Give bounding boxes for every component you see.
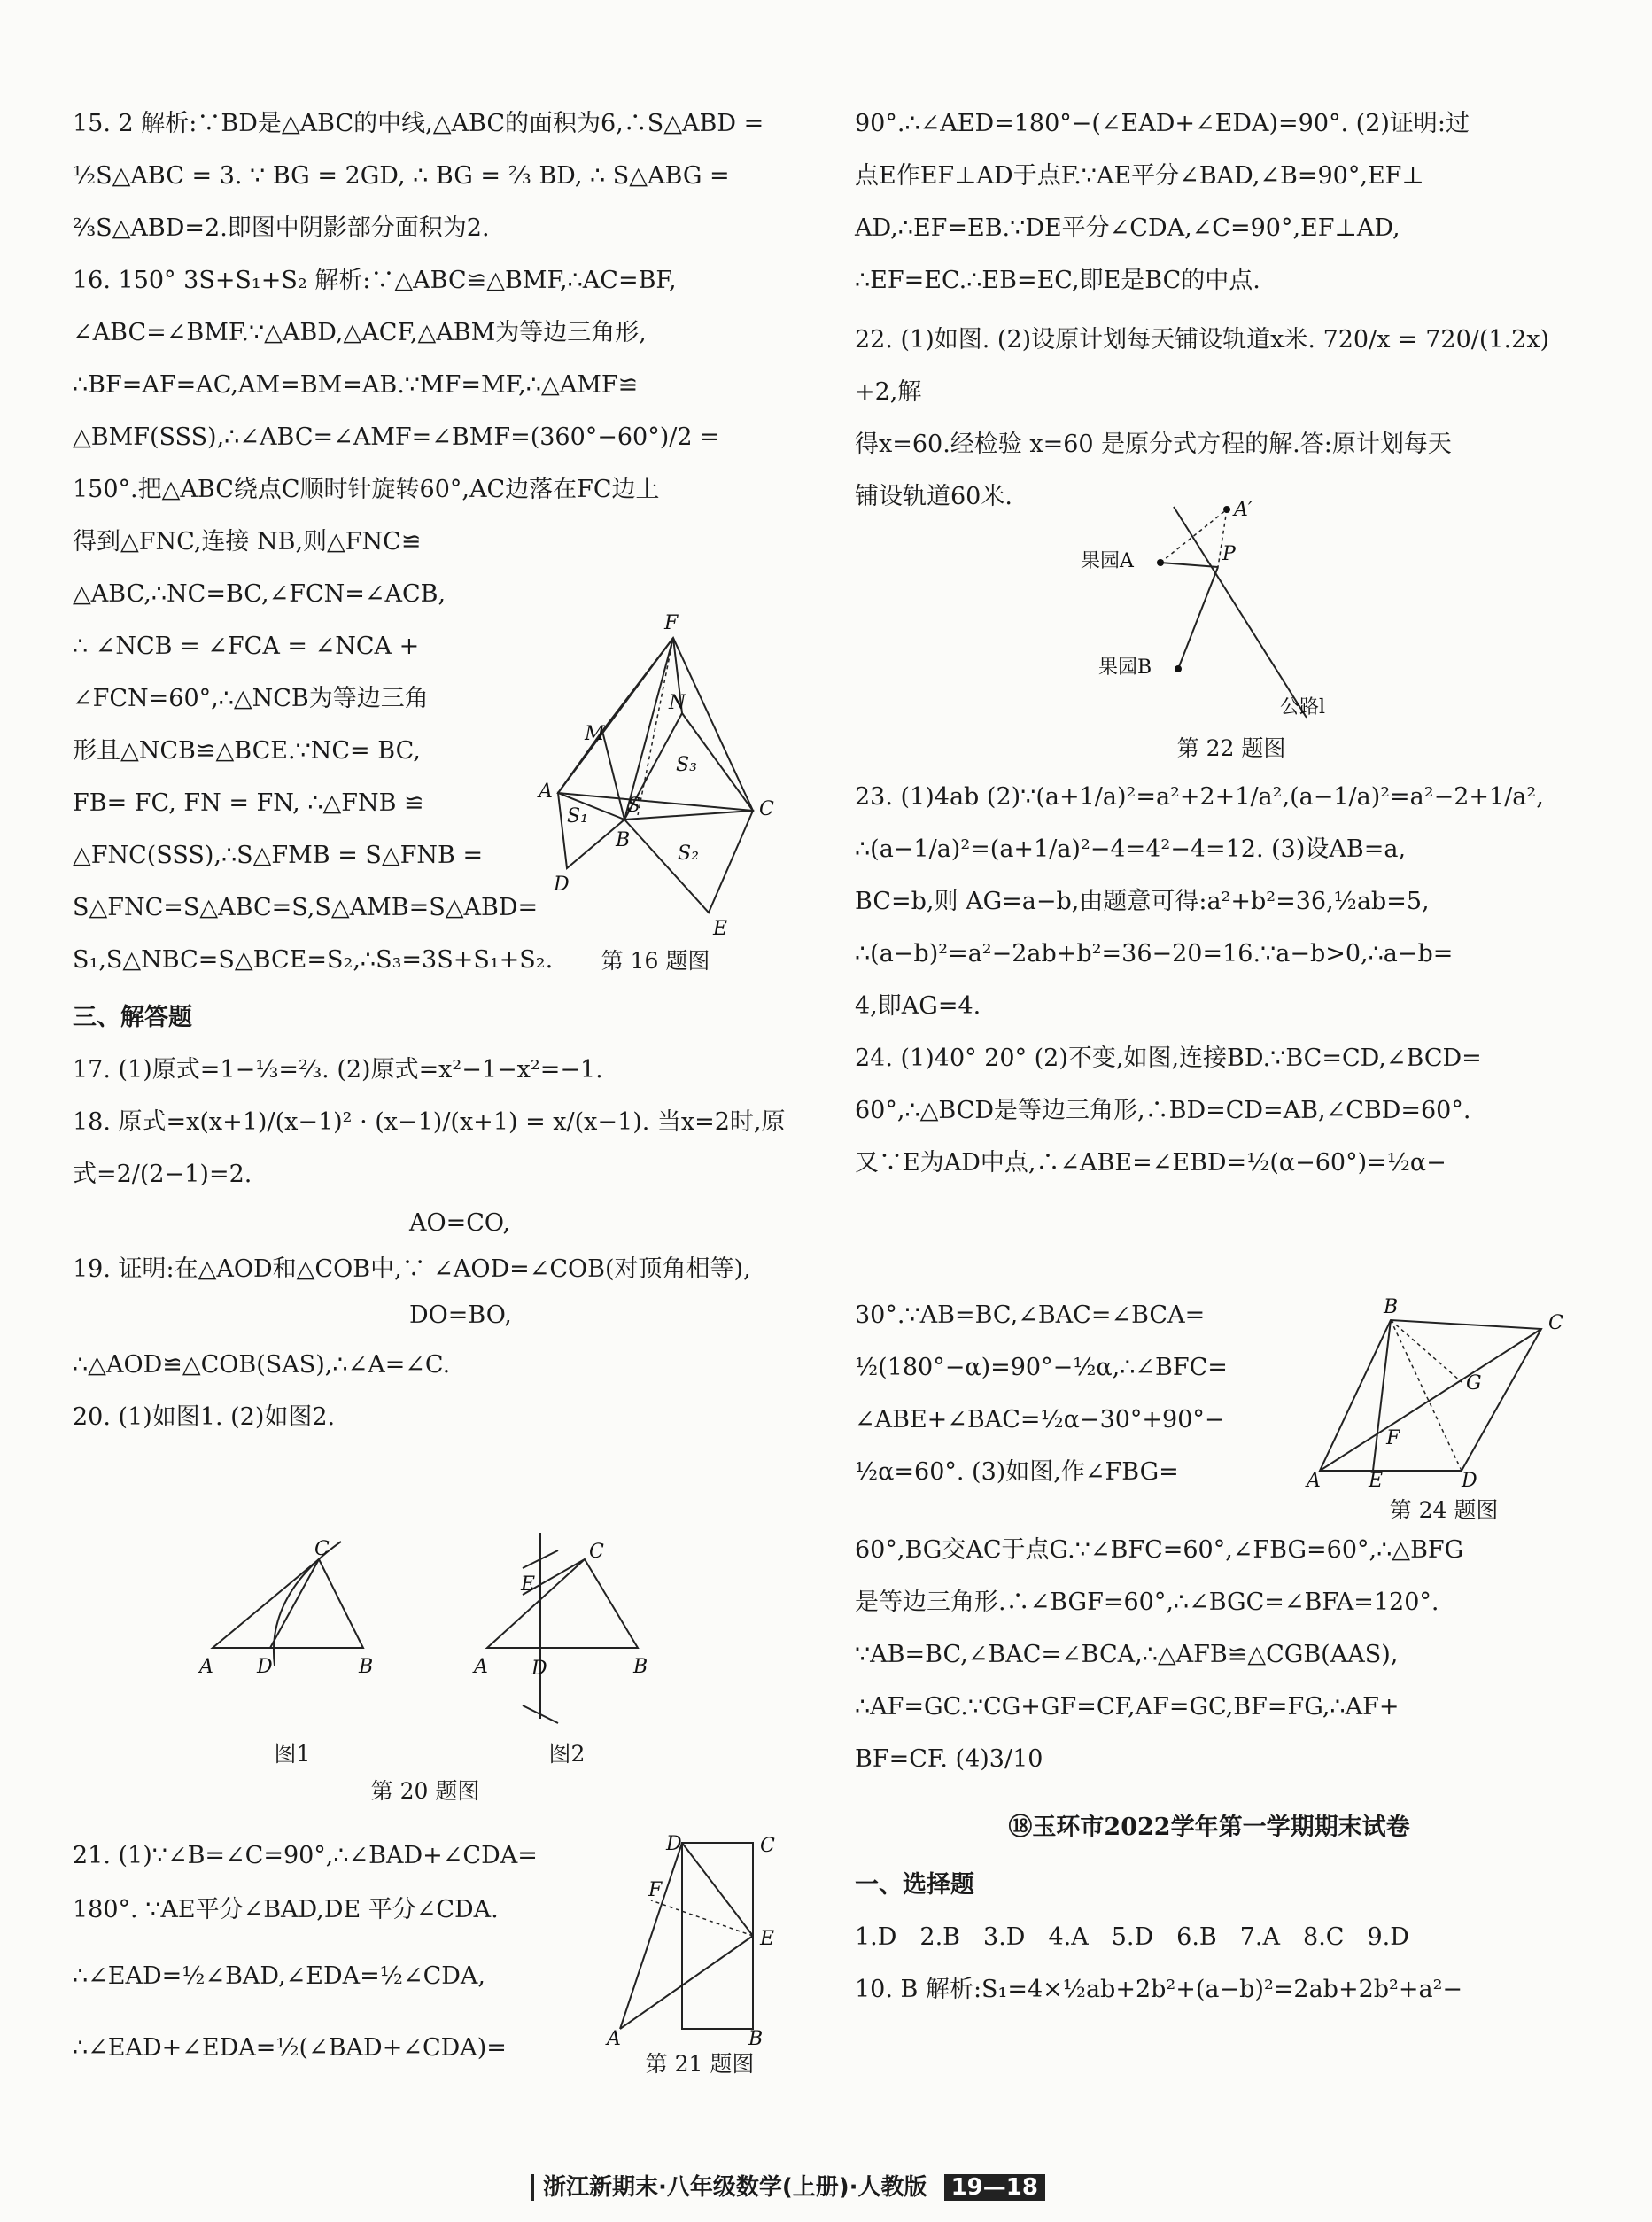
q22-line-3: 铺设轨道60米. [855,483,1012,510]
answer-item: 5.D [1111,1923,1154,1951]
svg-text:M: M [585,723,605,745]
answer-item: 2.B [919,1923,961,1951]
answer-item: 9.D [1367,1923,1409,1951]
label-a-prime: A′ [1234,499,1253,521]
q24-line-8: 60°,BG交AC于点G.∵∠BFC=60°,∠FBG=60°,∴△BFG [855,1536,1464,1564]
page-number: 19—18 [944,2174,1045,2201]
q19-line-1: AO=CO, [409,1209,511,1237]
svg-text:S: S [627,795,641,817]
figure-24 [1302,1294,1568,1492]
figure-24-diagram [1302,1294,1568,1488]
q15-line-1: 15. 2 解析:∵BD是△ABC的中线,△ABC的面积为6,∴S△ABD = [73,110,764,137]
answer-item: 8.C [1303,1923,1345,1951]
q16-line-11: FB= FC, FN = FN, ∴△FNB ≌ [73,789,424,817]
q16-line-14: S₁,S△NBC=S△BCE=S₂,∴S₃=3S+S₁+S₂. [73,946,554,974]
exam-title: ⑱玉环市2022学年第一学期期末试卷 [1008,1814,1410,1841]
svg-text:S₁: S₁ [567,805,588,827]
q16-line-6: 得到△FNC,连接 NB,则△FNC≌ [73,528,422,556]
q19-line-4: ∴△AOD≌△COB(SAS),∴∠A=∠C. [73,1351,451,1379]
label-orchard-b: 果园B [1098,656,1152,679]
figure-21-diagram [602,1834,788,2047]
q23-line-5: 4,即AG=4. [855,992,981,1020]
svg-text:F: F [648,1879,663,1901]
svg-text:C: C [314,1538,330,1560]
figure-20-1-caption: 图1 [274,1741,311,1767]
svg-text:D: D [531,1658,547,1680]
q23-line-4: ∴(a−b)²=a²−2ab+b²=36−20=16.∵a−b>0,∴a−b= [855,940,1454,967]
page-footer [531,2169,1045,2202]
svg-text:C: C [760,1835,775,1857]
point-a [1157,559,1164,566]
answer-item: 1.D [855,1923,897,1951]
figure-16-caption: 第 16 题图 [601,948,710,974]
q24-line-5: ½(180°−α)=90°−½α,∴∠BFC= [855,1354,1228,1381]
answer-item: 7.A [1239,1923,1281,1951]
q16-line-8: ∴ ∠NCB = ∠FCA = ∠NCA + [73,633,420,660]
figure-16-diagram [531,602,779,939]
q21-line-1: 21. (1)∵∠B=∠C=90°,∴∠BAD+∠CDA= [73,1842,538,1869]
answer-item: 4.A [1048,1923,1089,1951]
q21-cont-line-2: 点E作EF⊥AD于点F.∵AE平分∠BAD,∠B=90°,EF⊥ [855,162,1424,190]
svg-text:B: B [616,829,631,851]
svg-text:E: E [760,1928,775,1950]
svg-text:F: F [1386,1427,1400,1449]
q21-line-2: 180°. ∵AE平分∠BAD,DE 平分∠CDA. [73,1896,499,1923]
q21-cont-line-3: AD,∴EF=EB.∵DE平分∠CDA,∠C=90°,EF⊥AD, [855,214,1400,242]
svg-text:S₃: S₃ [676,754,697,776]
figure-22-caption: 第 22 题图 [1176,735,1286,761]
figure-21 [602,1834,788,2050]
figure-20-1 [195,1533,390,1687]
q22-line-1: 22. (1)如图. (2)设原计划每天铺设轨道x米. 720/x = 720/(1.2x) +2,解 [855,326,1550,406]
svg-text:A: A [1307,1470,1321,1488]
svg-text:D: D [666,1834,682,1855]
q10: 10. B 解析:S₁=4×½ab+2b²+(a−b)²=2ab+2b²+a²− [855,1976,1463,2003]
svg-text:B: B [633,1656,648,1678]
svg-text:E: E [713,918,728,939]
q16-line-7: △ABC,∴NC=BC,∠FCN=∠ACB, [73,580,446,608]
svg-text:E: E [1369,1470,1384,1488]
q24-line-1: 24. (1)40° 20° (2)不变,如图,连接BD.∵BC=CD,∠BCD= [855,1045,1482,1072]
q21-cont-line-1: 90°.∴∠AED=180°−(∠EAD+∠EDA)=90°. (2)证明:过 [855,110,1470,137]
answer-item: 3.D [983,1923,1026,1951]
figure-24-caption: 第 24 题图 [1389,1497,1499,1523]
svg-text:B: B [359,1656,374,1678]
svg-text:D: D [257,1656,273,1678]
svg-text:C: C [1548,1312,1563,1334]
q24-line-2: 60°,∴△BCD是等边三角形,∴BD=CD=AB,∠CBD=60°. [855,1097,1471,1124]
right-column-2 [855,771,1563,1189]
q24-line-12: BF=CF. (4)3/10 [855,1745,1043,1773]
label-p: P [1222,543,1236,565]
figure-20-2 [469,1524,664,1731]
q23-line-3: BC=b,则 AG=a−b,由题意可得:a²+b²=36,½ab=5, [855,888,1430,915]
q16-line-9: ∠FCN=60°,∴△NCB为等边三角 [73,685,429,712]
q19-line-3: DO=BO, [409,1301,512,1329]
q24-line-4: 30°.∵AB=BC,∠BAC=∠BCA= [855,1301,1206,1329]
svg-text:D: D [1462,1470,1477,1488]
q24-line-9: 是等边三角形.∴∠BGF=60°,∴∠BGC=∠BFA=120°. [855,1589,1439,1616]
svg-text:B: B [748,2028,764,2047]
figure-16 [531,602,779,943]
q16-line-2: ∠ABC=∠BMF.∵△ABD,△ACF,△ABM为等边三角形, [73,319,647,346]
q16-line-5: 150°.把△ABC绕点C顺时针旋转60°,AC边落在FC边上 [73,476,660,503]
q16-line-10: 形且△NCB≌△BCE.∵NC= BC, [73,737,421,765]
figure-22-diagram [1076,496,1360,726]
q23-line-2: ∴(a−1/a)²=(a+1/a)²−4=4²−4=12. (3)设AB=a, [855,835,1407,863]
q19-line-2: 19. 证明:在△AOD和△COB中,∵ ∠AOD=∠COB(对顶角相等), [73,1255,751,1283]
footer-title: 浙江新期末·八年级数学(上册)·人教版 [531,2174,927,2201]
right-column-3 [855,1497,1563,2016]
svg-text:A: A [199,1656,213,1678]
svg-text:C: C [759,798,774,820]
point-a-prime [1223,506,1230,513]
section-1-heading: 一、选择题 [855,1871,974,1899]
svg-text:D: D [554,874,570,896]
figure-21-caption: 第 21 题图 [645,2051,755,2077]
q15-line-3: ⅔S△ABD=2.即图中阴影部分面积为2. [73,214,490,242]
figure-20-2-caption: 图2 [548,1741,586,1767]
q16-line-1: 16. 150° 3S+S₁+S₂ 解析:∵△ABC≌△BMF,∴AC=BF, [73,267,677,294]
label-road: 公路l [1280,696,1326,719]
q16-line-4: △BMF(SSS),∴∠ABC=∠AMF=∠BMF=(360°−60°)/2 = [73,423,720,451]
figure-20-2-diagram [469,1524,664,1728]
q24-line-3: 又∵E为AD中点,∴∠ABE=∠EBD=½(α−60°)=½α− [855,1149,1446,1177]
q16-line-13: S△FNC=S△ABC=S,S△AMB=S△ABD= [73,894,539,921]
answer-item: 6.B [1176,1923,1217,1951]
q21-block [73,1830,604,2074]
svg-text:A: A [607,2028,621,2047]
figure-20-caption: 第 20 题图 [370,1778,480,1804]
figure-20-1-diagram [195,1533,390,1683]
figure-22 [1076,496,1360,730]
q24-line-7: ½α=60°. (3)如图,作∠FBG= [855,1458,1179,1486]
q20: 20. (1)如图1. (2)如图2. [73,1403,336,1431]
svg-text:S₂: S₂ [678,843,699,865]
svg-text:F: F [664,612,679,634]
q16-line-3: ∴BF=AF=AC,AM=BM=AB.∵MF=MF,∴△AMF≌ [73,371,639,399]
svg-text:C: C [589,1541,604,1563]
label-orchard-a: 果园A [1081,550,1134,572]
point-b [1175,665,1182,672]
q17: 17. (1)原式=1−⅓=⅔. (2)原式=x²−1−x²=−1. [73,1056,603,1084]
q24-line-10: ∵AB=BC,∠BAC=∠BCA,∴△AFB≌△CGB(AAS), [855,1641,1399,1668]
svg-text:B: B [1384,1296,1399,1318]
svg-text:E: E [521,1573,536,1596]
q21-line-3: ∴∠EAD=½∠BAD,∠EDA=½∠CDA, [73,1962,485,1990]
q24-narrow-block [855,1289,1271,1498]
svg-text:N: N [669,692,686,714]
q18: 18. 原式=x(x+1)/(x−1)² · (x−1)/(x+1) = x/(x−1). 当x=2时,原式=2/(2−1)=2. [73,1108,786,1188]
svg-text:A: A [474,1656,488,1678]
q24-line-11: ∴AF=GC.∵CG+GF=CF,AF=GC,BF=FG,∴AF+ [855,1693,1400,1721]
q21-line-4: ∴∠EAD+∠EDA=½(∠BAD+∠CDA)= [73,2034,507,2062]
svg-text:A: A [539,781,553,803]
q21-cont-line-4: ∴EF=EC.∴EB=EC,即E是BC的中点. [855,267,1260,294]
q24-line-6: ∠ABE+∠BAC=½α−30°+90°− [855,1406,1225,1433]
q16-line-12: △FNC(SSS),∴S△FMB = S△FNB = [73,842,484,869]
answer-row [855,1911,1563,1963]
q15-line-2: ½S△ABC = 3. ∵ BG = 2GD, ∴ BG = ⅔ BD, ∴ S△ABG = [73,162,730,190]
q22-line-2: 得x=60.经检验 x=60 是原分式方程的解.答:原计划每天 [855,431,1452,458]
right-column [855,97,1563,523]
section-3-heading: 三、解答题 [73,1004,192,1031]
q23-line-1: 23. (1)4ab (2)∵(a+1/a)²=a²+2+1/a²,(a−1/a)²=a²−2+1/a², [855,783,1544,811]
svg-text:G: G [1466,1372,1482,1395]
